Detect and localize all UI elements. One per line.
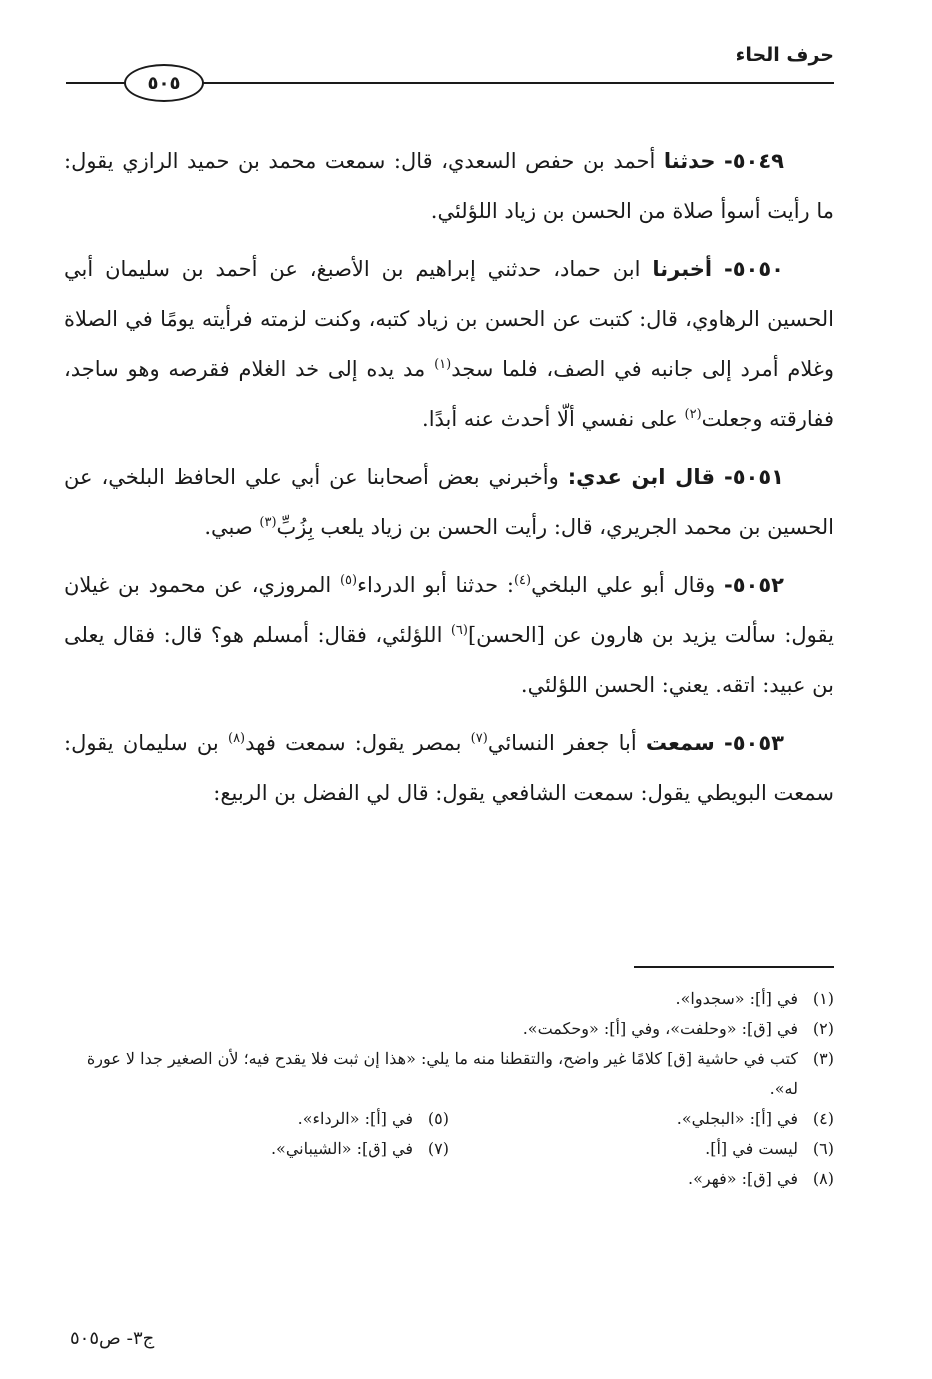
chapter-header-title: حرف الحاء bbox=[735, 44, 834, 66]
footnote-number: (٨) bbox=[812, 1169, 834, 1188]
narration-text: بن سليمان يقول: سمعت البويطي يقول: سمعت الشافعي يقول: قال لي الفضل بن الربيع: bbox=[64, 731, 834, 805]
narration-5052 bbox=[64, 560, 834, 710]
narration-5050 bbox=[64, 244, 834, 444]
narration-lead-word: سمعت bbox=[645, 731, 715, 755]
footnote-text: في [أ]: «البجلي». bbox=[676, 1109, 798, 1128]
main-text bbox=[64, 136, 834, 826]
narration-number: ٥٠٥٢- bbox=[724, 573, 784, 597]
narration-text: على نفسي ألّا أحدث عنه أبدًا. bbox=[422, 407, 685, 431]
footnote-7 bbox=[64, 1134, 449, 1164]
narration-text: : حدثنا أبو الدرداء bbox=[357, 573, 514, 597]
footnote-marker: (٣) bbox=[259, 515, 277, 530]
footnotes bbox=[64, 984, 834, 1194]
footnote-number: (٣) bbox=[812, 1049, 834, 1068]
narration-text: أبا جعفر النسائي bbox=[487, 731, 646, 755]
footnote-number: (٥) bbox=[427, 1109, 449, 1128]
footnote-4 bbox=[449, 1104, 834, 1134]
footnote-text: في [ق]: «فهر». bbox=[688, 1169, 798, 1188]
footnote-marker: (١) bbox=[434, 357, 452, 372]
footnote-number: (٢) bbox=[812, 1019, 834, 1038]
footnote-5 bbox=[64, 1104, 449, 1134]
footnote-1 bbox=[64, 984, 834, 1014]
footnote-text: في [ق]: «الشيباني». bbox=[270, 1139, 413, 1158]
narration-text: ابن حماد، حدثني إبراهيم بن الأصبغ، عن أحمد بن سليمان أبي الحسين الرهاوي، قال: كتبت عن الحسن بن زياد كتبه، وكنت لزمته فرأيته يومًا في الصلاة وغلام أمرد إلى جانبه في الصف، فلما سجد bbox=[64, 257, 834, 381]
footnote-marker: (٦) bbox=[450, 623, 468, 638]
narration-text: بمصر يقول: سمعت فهد bbox=[245, 731, 471, 755]
narration-text: صبي. bbox=[204, 515, 260, 539]
narration-lead-word: أخبرنا bbox=[652, 257, 713, 281]
footnote-text: في [أ]: «سجدوا». bbox=[675, 989, 798, 1008]
narration-text: المروزي، عن محمود بن غيلان يقول: سألت يزيد بن هارون عن [الحسن] bbox=[64, 573, 834, 647]
narration-lead-word: حدثنا bbox=[663, 149, 716, 173]
footnote-text: كتب في حاشية [ق] كلامًا غير واضح، والتقطنا منه ما يلي: «هذا إن ثبت فلا يقدح فيه؛ لأن الصغير جدا لا عورة له». bbox=[86, 1049, 798, 1098]
footnote-marker: (٢) bbox=[684, 407, 702, 422]
narration-text: وأخبرني بعض أصحابنا عن أبي علي الحافظ البلخي، عن الحسين بن محمد الجريري، قال: رأيت الحسن بن زياد يلعب بِزُبِّ bbox=[64, 465, 834, 539]
footnote-number: (٧) bbox=[427, 1139, 449, 1158]
volume-page-reference: ج٣- ص٥٠٥ bbox=[70, 1328, 155, 1349]
footnote-number: (٤) bbox=[812, 1109, 834, 1128]
footnote-marker: (٥) bbox=[339, 573, 358, 588]
narration-5053 bbox=[64, 718, 834, 818]
narration-5051 bbox=[64, 452, 834, 552]
narration-text: وقال أبو علي البلخي bbox=[531, 573, 724, 597]
narration-number: ٥٠٥٣- bbox=[723, 731, 784, 755]
narration-text: أحمد بن حفص السعدي، قال: سمعت محمد بن حميد الرازي يقول: ما رأيت أسوأ صلاة من الحسن بن زياد اللؤلئي. bbox=[64, 149, 834, 223]
narration-number: ٥٠٥١- bbox=[723, 465, 784, 489]
footnote-number: (١) bbox=[812, 989, 834, 1008]
footnote-3 bbox=[64, 1044, 834, 1104]
footnote-number: (٦) bbox=[812, 1139, 834, 1158]
footnote-text: ليست في [أ]. bbox=[705, 1139, 798, 1158]
footnote-text: في [ق]: «وحلفت»، وفي [أ]: «وحكمت». bbox=[522, 1019, 798, 1038]
narration-5049 bbox=[64, 136, 834, 236]
page-number-badge bbox=[124, 64, 204, 102]
footnote-marker: (٨) bbox=[227, 731, 246, 746]
footnote-8 bbox=[64, 1164, 834, 1194]
page-number: ٥٠٥ bbox=[147, 72, 181, 94]
narration-text: مد يده إلى خد الغلام فقرصه وهو ساجد، ففارقته وجعلت bbox=[64, 357, 834, 431]
footnote-row bbox=[64, 1104, 834, 1134]
footnote-marker: (٧) bbox=[470, 731, 488, 746]
footnote-row bbox=[64, 1134, 834, 1164]
footnote-6 bbox=[449, 1134, 834, 1164]
narration-number: ٥٠٤٩- bbox=[724, 149, 784, 173]
footnote-marker: (٤) bbox=[513, 573, 532, 588]
footnote-2 bbox=[64, 1014, 834, 1044]
footnote-text: في [أ]: «الرداء». bbox=[297, 1109, 413, 1128]
narration-number: ٥٠٥٠- bbox=[724, 257, 784, 281]
narration-lead-word: قال ابن عدي: bbox=[567, 465, 715, 489]
footnote-separator bbox=[634, 966, 834, 968]
narration-text: اللؤلئي، فقال: أمسلم هو؟ قال: فقال يعلى بن عبيد: اتقه. يعني: الحسن اللؤلئي. bbox=[64, 623, 834, 697]
